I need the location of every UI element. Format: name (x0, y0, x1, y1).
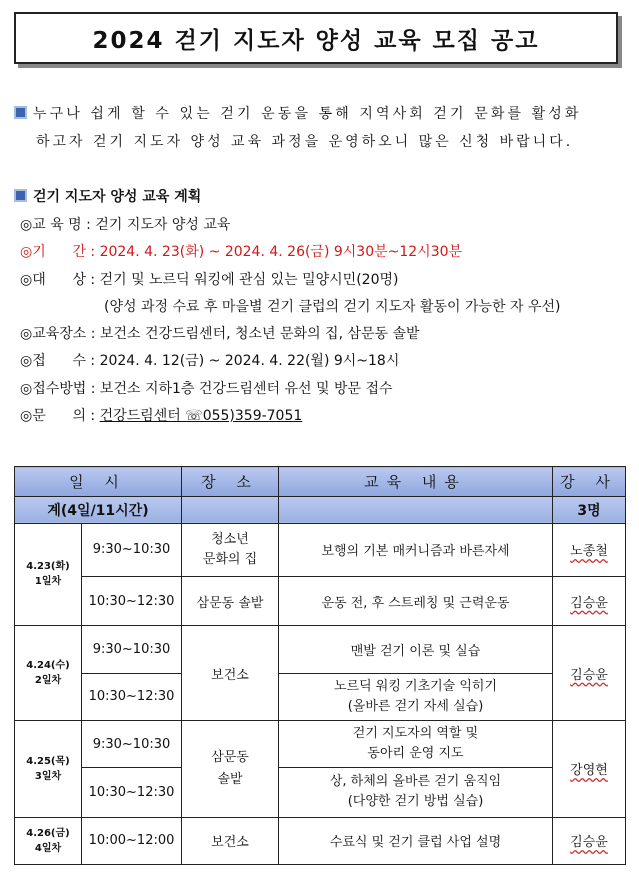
plan-item-contact: ◎문 의 : 건강드림센터 ☏055)359-7051 (20, 408, 303, 425)
teacher-cell: 노종철 (553, 523, 626, 576)
plan-heading-text: 걷기 지도자 양성 교육 계획 (33, 189, 202, 205)
place-cell: 삼문동 솔밭 (182, 577, 279, 626)
place-cell: 보건소 (182, 626, 279, 721)
day-cell: 4.25(목) 3일차 (15, 720, 82, 817)
time-cell: 10:00~12:00 (82, 817, 182, 864)
plan-heading (14, 186, 201, 206)
content-cell: 운동 전, 후 스트레칭 및 근력운동 (279, 577, 553, 626)
header-datetime: 일 시 (15, 467, 182, 497)
plan-item-period: ◎기 간 : 2024. 4. 23(화) ~ 2024. 4. 26(금) 9시30분~12시30분 (20, 244, 463, 261)
place-cell: 보건소 (182, 817, 279, 864)
header-content: 교육 내용 (279, 467, 553, 497)
content-cell: 걷기 지도자의 역할 및 동아리 운영 지도 (279, 720, 553, 767)
day-cell: 4.26(금) 4일차 (15, 817, 82, 864)
schedule-table (14, 466, 626, 865)
teacher-cell: 김승윤 (553, 577, 626, 626)
plan-item-registration: ◎접 수 : 2024. 4. 12(금) ~ 2024. 4. 22(월) 9시~18시 (20, 353, 400, 370)
place-cell: 청소년 문화의 집 (182, 523, 279, 576)
time-cell: 10:30~12:30 (82, 768, 182, 817)
content-cell: 노르딕 워킹 기초기술 익히기 (올바른 걷기 자세 실습) (279, 673, 553, 720)
plan-item-method: ◎접수방법 : 보건소 지하1층 건강드림센터 유선 및 방문 접수 (20, 380, 393, 397)
time-cell: 10:30~12:30 (82, 577, 182, 626)
content-cell: 수료식 및 걷기 클럽 사업 설명 (279, 817, 553, 864)
day-cell: 4.24(수) 2일차 (15, 626, 82, 721)
day-cell: 4.23(화) 1일차 (15, 523, 82, 626)
header-place: 장 소 (182, 467, 279, 497)
content-cell: 맨발 걷기 이론 및 실습 (279, 626, 553, 673)
plan-item-target-note: (양성 과정 수료 후 마을별 걷기 클럽의 걷기 지도자 활동이 가능한 자 우선) (104, 298, 561, 315)
summary-period: 계(4일/11시간) (15, 496, 182, 523)
plan-item-venue: ◎교육장소 : 보건소 건강드림센터, 청소년 문화의 집, 삼문동 솔밭 (20, 326, 420, 343)
summary-instructors: 3명 (553, 496, 626, 523)
header-teacher: 강 사 (553, 467, 626, 497)
plan-item-target: ◎대 상 : 걷기 및 노르딕 워킹에 관심 있는 밀양시민(20명) (20, 271, 399, 288)
intro-line-2: 하고자 걷기 지도자 양성 교육 과정을 운영하오니 많은 신청 바랍니다. (36, 134, 574, 150)
content-cell: 보행의 기본 매커니즘과 바른자세 (279, 523, 553, 576)
place-cell: 삼문동 솔밭 (182, 720, 279, 817)
time-cell: 9:30~10:30 (82, 523, 182, 576)
bullet-square-icon (14, 189, 27, 202)
intro-paragraph (14, 100, 629, 156)
time-cell: 9:30~10:30 (82, 720, 182, 767)
content-cell: 상, 하체의 올바른 걷기 움직임 (다양한 걷기 방법 실습) (279, 768, 553, 817)
plan-item-name: ◎교 육 명 : 걷기 지도자 양성 교육 (20, 217, 231, 233)
teacher-cell: 강영현 (553, 720, 626, 817)
time-cell: 10:30~12:30 (82, 673, 182, 720)
intro-line-1: 누구나 쉽게 할 수 있는 걷기 운동을 통해 지역사회 걷기 문화를 활성화 (33, 106, 582, 122)
contact-link[interactable]: 건강드림센터 ☏055)359-7051 (99, 408, 303, 425)
title-box (14, 12, 618, 64)
plan-list (20, 212, 561, 430)
bullet-square-icon (14, 106, 27, 119)
teacher-cell: 김승윤 (553, 817, 626, 864)
time-cell: 9:30~10:30 (82, 626, 182, 673)
teacher-cell: 김승윤 (553, 626, 626, 721)
page-title: 2024 걷기 지도자 양성 교육 모집 공고 (92, 27, 540, 54)
